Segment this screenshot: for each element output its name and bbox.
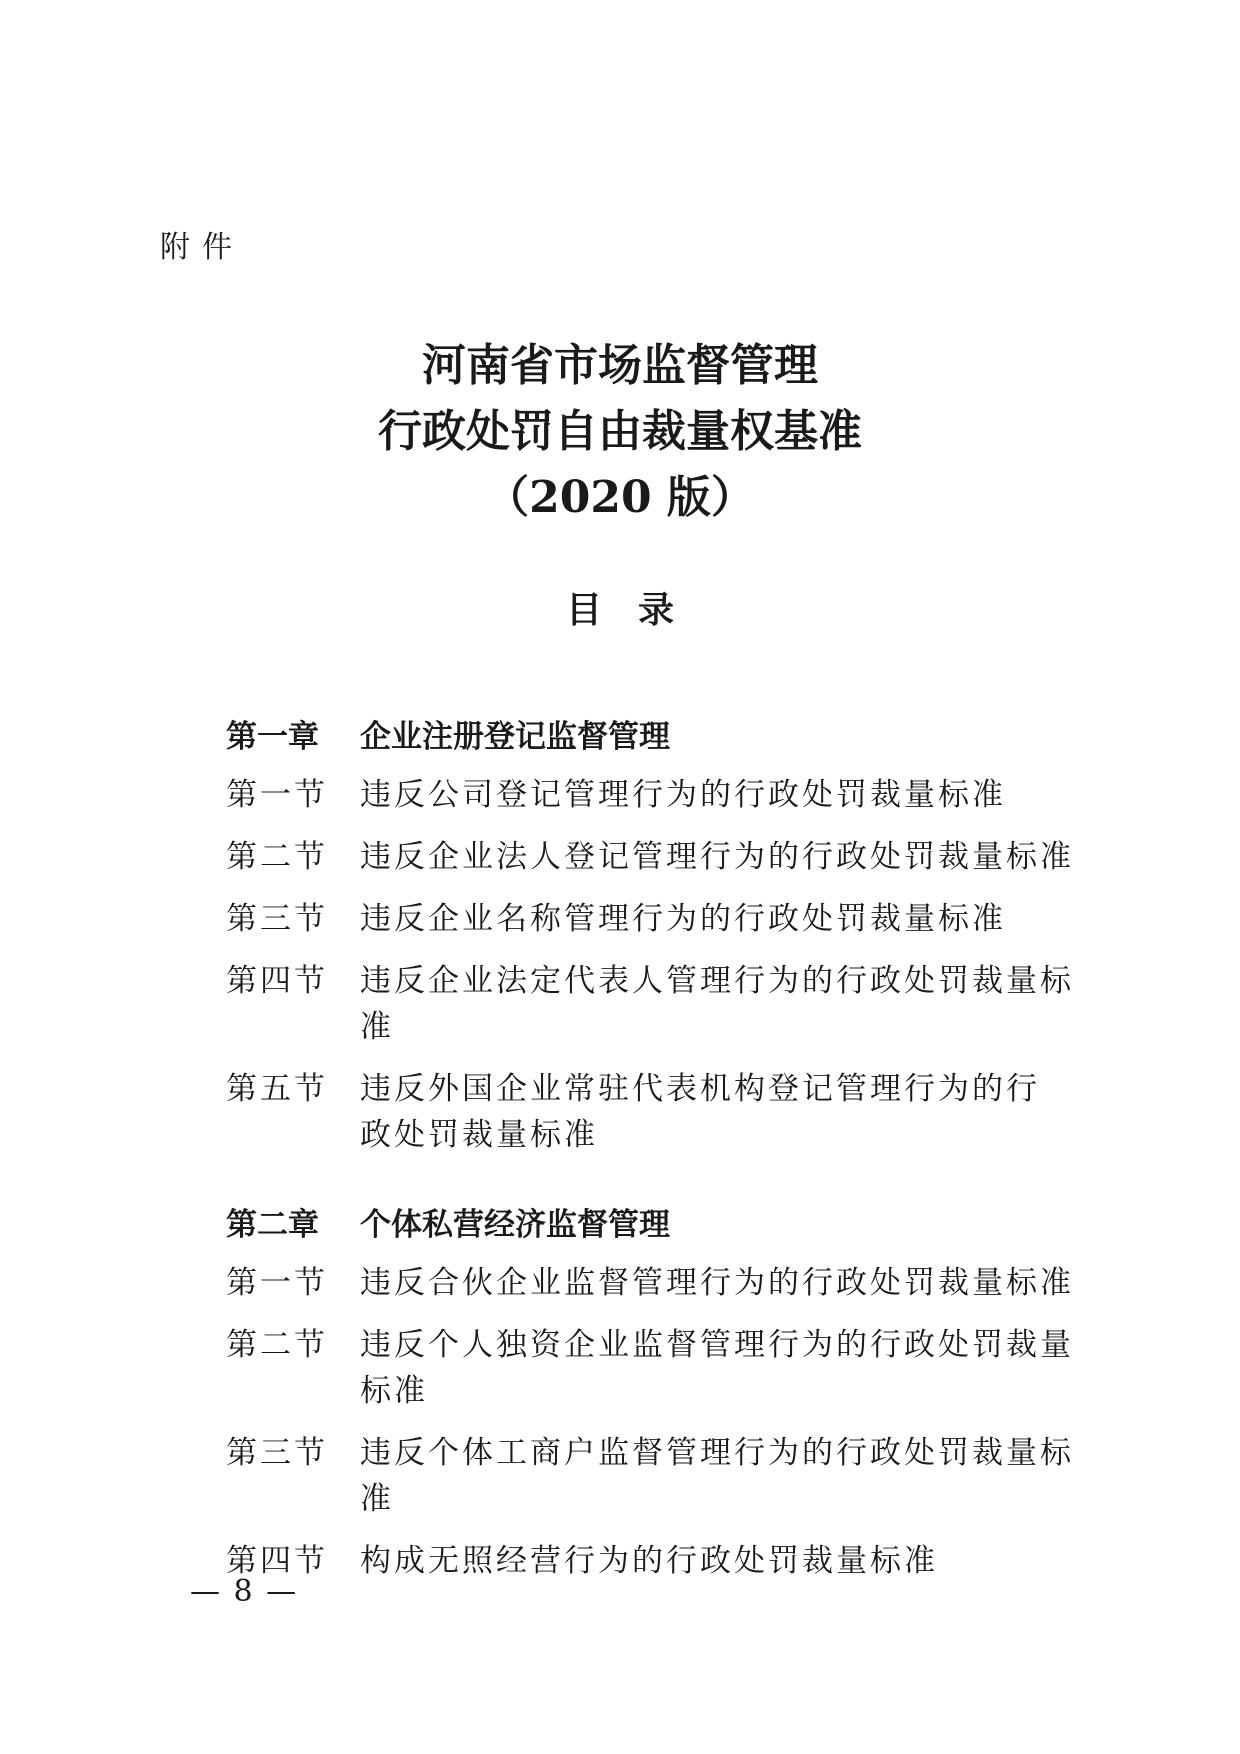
section-label: 第一节 [226,1265,328,1301]
title-line-1: 河南省市场监督管理 [422,340,818,391]
toc-entry [226,896,1106,942]
section-label: 第二节 [226,1327,328,1363]
chapter-label: 第一章 [226,718,319,755]
page-number: — 8 — [190,1574,299,1609]
toc-entry [226,834,1106,880]
section-title: 违反企业法定代表人管理行为的行政处罚裁量标准 [360,963,1074,1045]
section-label: 第四节 [226,963,328,999]
section-label: 第三节 [226,1435,328,1471]
attachment-label: 附件 [160,230,244,265]
section-title: 构成无照经营行为的行政处罚裁量标准 [360,1543,938,1579]
toc-entry [226,958,1106,1050]
section-title: 违反个体工商户监督管理行为的行政处罚裁量标准 [360,1435,1074,1517]
section-title: 违反合伙企业监督管理行为的行政处罚裁量标准 [360,1265,1074,1301]
section-title: 违反企业名称管理行为的行政处罚裁量标准 [360,901,1006,937]
section-label: 第三节 [226,901,328,937]
chapter-title [226,1198,1106,1244]
chapter-1 [226,710,1106,1174]
chapter-label: 第二章 [226,1206,319,1243]
section-label: 第五节 [226,1071,328,1107]
title-line-2: 行政处罚自由裁量权基准 [378,406,862,457]
chapter-2 [226,1198,1106,1600]
section-title: 违反个人独资企业监督管理行为的行政处罚裁量标准 [360,1327,1074,1409]
section-title: 违反企业法人登记管理行为的行政处罚裁量标准 [360,839,1074,875]
section-label: 第二节 [226,839,328,875]
section-title: 违反外国企业常驻代表机构登记管理行为的行政处罚裁量标准 [360,1071,1040,1153]
toc-entry [226,1538,1106,1584]
toc-entry [226,1430,1106,1522]
toc-entry [226,1260,1106,1306]
chapter-name: 个体私营经济监督管理 [360,1206,670,1243]
chapter-title [226,710,1106,756]
toc-entry [226,1322,1106,1414]
section-label: 第一节 [226,777,328,813]
toc-entry [226,1066,1106,1158]
toc-entry [226,772,1106,818]
chapter-name: 企业注册登记监督管理 [360,718,670,755]
document-title [0,333,1240,531]
section-label: 第四节 [226,1543,328,1579]
section-title: 违反公司登记管理行为的行政处罚裁量标准 [360,777,1006,813]
title-line-3: （2020 版） [485,472,755,523]
toc-heading: 目录 [565,589,710,631]
